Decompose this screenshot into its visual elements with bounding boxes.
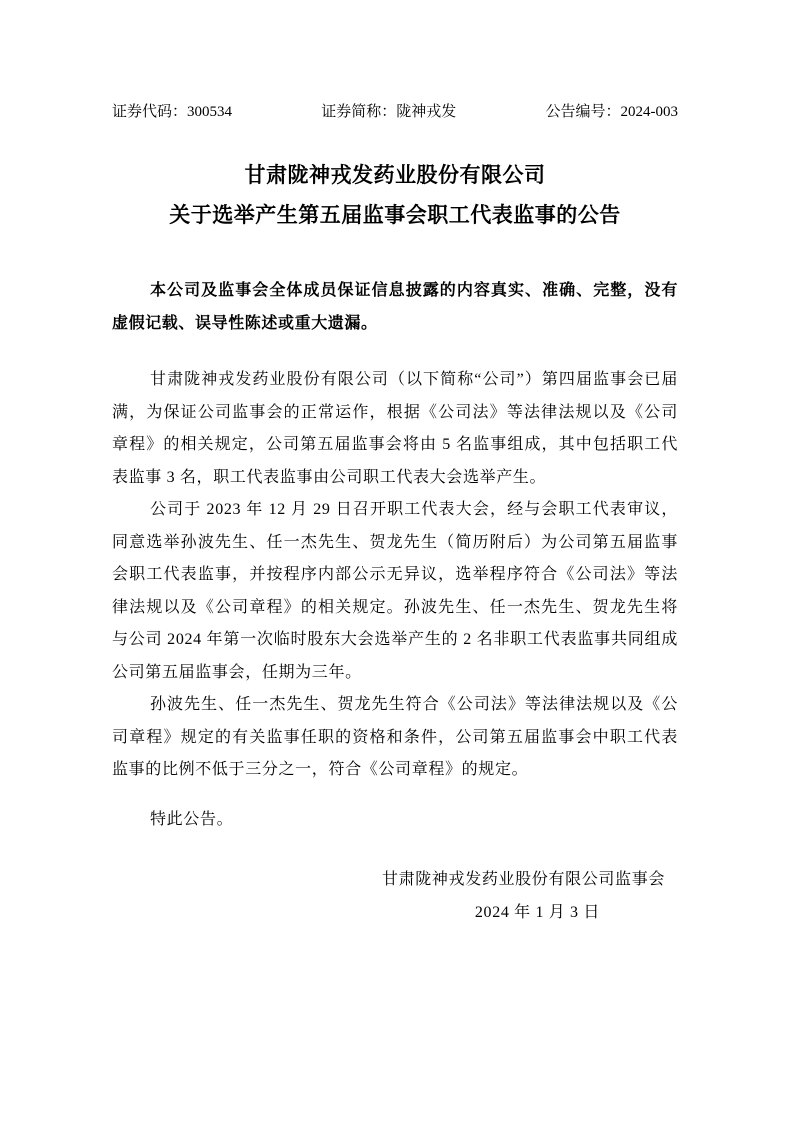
signature-company: 甘肃陇神戎发药业股份有限公司监事会 [381, 871, 665, 888]
document-header [112, 104, 678, 121]
announcement-number: 公告编号：2024-003 [545, 104, 678, 120]
announcement-title: 关于选举产生第五届监事会职工代表监事的公告 [169, 204, 621, 227]
document-content [112, 0, 678, 929]
paragraph-qualification: 孙波先生、任一杰先生、贺龙先生符合《公司法》等法律法规以及《公司章程》规定的有关监事任职的资格和条件，公司第五届监事会中职工代表监事的比例不低于三分之一，符合《公司章程》的规定。 [112, 696, 678, 778]
stock-code: 证券代码：300534 [112, 104, 233, 120]
company-name-title: 甘肃陇神戎发药业股份有限公司 [244, 164, 546, 187]
paragraph-board-expiry: 甘肃陇神戎发药业股份有限公司（以下简称“公司”）第四届监事会已届满，为保证公司监事会的正常运作，根据《公司法》等法律法规以及《公司章程》的相关规定，公司第五届监事会将由 5 名监事组成，其中包括职工代表监事 3 名，职工代表监事由公司职工代表大会选举产生。 [112, 371, 678, 486]
closing-statement: 特此公告。 [150, 810, 234, 828]
signature-date: 2024 年 1 月 3 日 [474, 903, 600, 921]
paragraph-election-result: 公司于 2023 年 12 月 29 日召开职工代表大会，经与会职工代表审议，同意选举孙波先生、任一杰先生、贺龙先生（简历附后）为公司第五届监事会职工代表监事，并按程序内部公示无异议，选举程序符合《公司法》等法律法规以及《公司章程》的相关规定。孙波先生、任一杰先生、贺龙先生将与公司 2024 年第一次临时股东大会选举产生的 2 名非职工代表监事共同组成公司第五届监事会，任期为三年。 [112, 501, 678, 681]
stock-short-name: 证券简称：陇神戎发 [321, 104, 457, 120]
disclaimer-statement: 本公司及监事会全体成员保证信息披露的内容真实、准确、完整，没有虚假记载、误导性陈述或重大遗漏。 [112, 282, 678, 332]
